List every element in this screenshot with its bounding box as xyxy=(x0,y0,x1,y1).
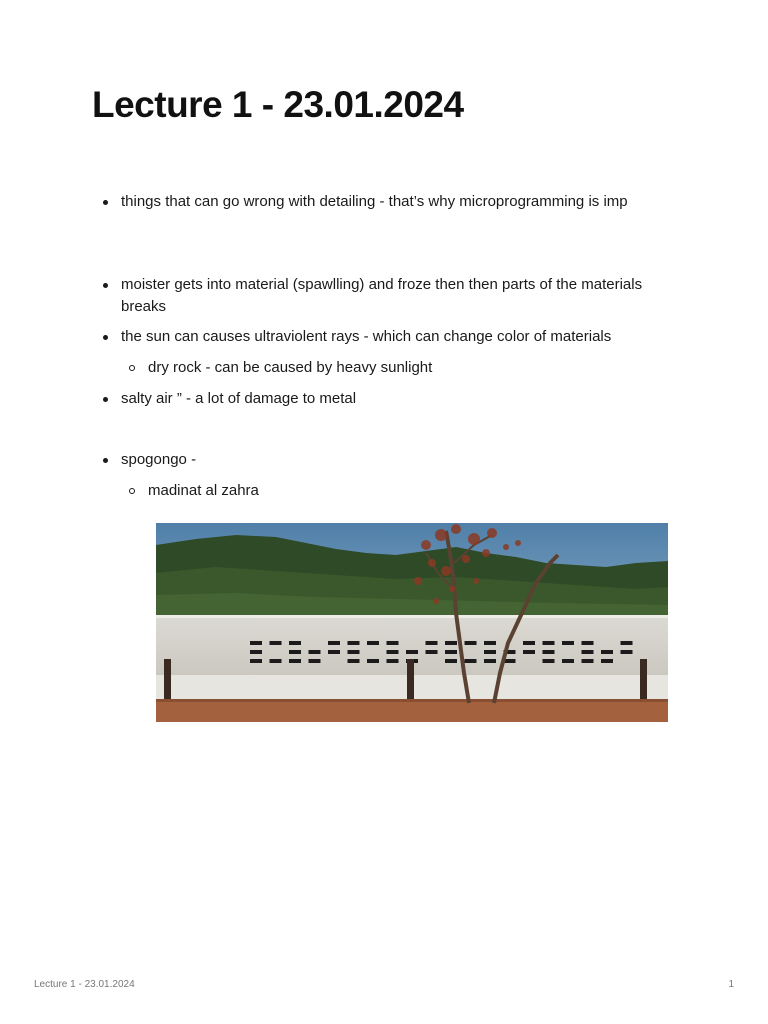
page-title: Lecture 1 - 23.01.2024 xyxy=(92,84,464,125)
bullet-detailing xyxy=(100,191,680,213)
bullet-text: salty air ” - a lot of damage to metal xyxy=(100,388,680,410)
bullet-text: moister gets into material (spawlling) and froze then then parts of the materials breaks xyxy=(100,274,680,318)
madinat-al-zahra-photo xyxy=(156,523,668,722)
bullet-text: things that can go wrong with detailing - that’s why microprogramming is imp xyxy=(100,191,680,213)
bullet-text: the sun can causes ultraviolent rays - which can change color of materials xyxy=(100,326,680,348)
bullet-salty-air xyxy=(100,388,680,410)
bullet-spogongo xyxy=(100,449,680,471)
bullet-text: spogongo - xyxy=(100,449,680,471)
sub-bullet-text: dry rock - can be caused by heavy sunlight xyxy=(100,357,680,379)
footer-title: Lecture 1 - 23.01.2024 xyxy=(34,979,135,990)
footer-page-number: 1 xyxy=(728,979,734,990)
sub-bullet-madinat xyxy=(100,480,680,502)
sub-bullet-text: madinat al zahra xyxy=(100,480,680,502)
bullet-sun xyxy=(100,326,680,348)
sub-bullet-dry-rock xyxy=(100,357,680,379)
bullet-moisture xyxy=(100,274,680,318)
